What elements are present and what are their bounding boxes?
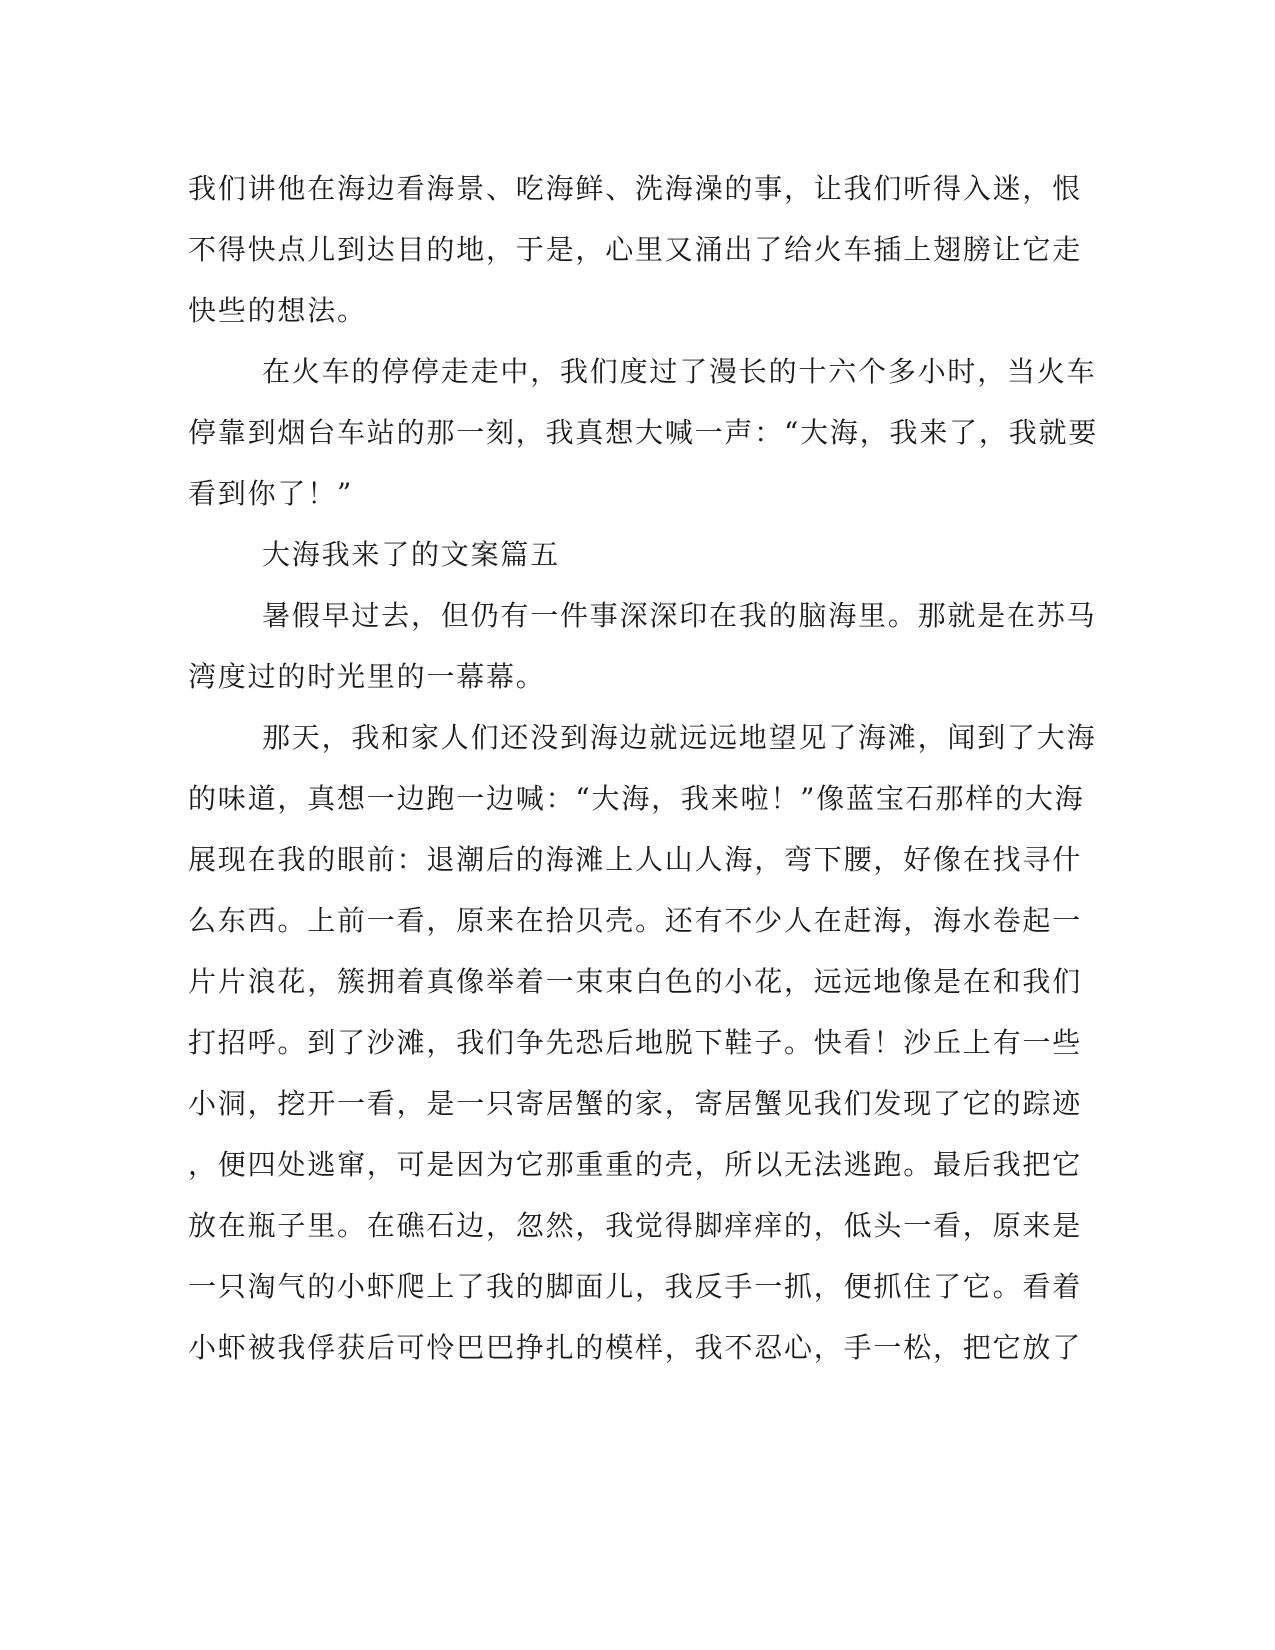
text-line: 停靠到烟台车站的那一刻，我真想大喊一声：“大海，我来了，我就要 xyxy=(188,416,1099,449)
text-line: 看到你了！” xyxy=(188,477,354,510)
text-line: 不得快点儿到达目的地，于是，心里又涌出了给火车插上翅膀让它走 xyxy=(188,233,1083,266)
text-line: 我们讲他在海边看海景、吃海鲜、洗海澡的事，让我们听得入迷，恨 xyxy=(188,172,1083,205)
text-line: 展现在我的眼前：退潮后的海滩上人山人海，弯下腰，好像在找寻什 xyxy=(188,843,1083,876)
text-line: 在火车的停停走走中，我们度过了漫长的十六个多小时，当火车 xyxy=(262,355,1097,388)
section-heading: 大海我来了的文案篇五 xyxy=(262,538,561,571)
text-line: 放在瓶子里。在礁石边，忽然，我觉得脚痒痒的，低头一看，原来是 xyxy=(188,1209,1083,1242)
text-line: 湾度过的时光里的一幕幕。 xyxy=(188,660,546,693)
body-text xyxy=(188,158,1099,1378)
text-line: 暑假早过去，但仍有一件事深深印在我的脑海里。那就是在苏马 xyxy=(262,599,1097,632)
text-line: 片片浪花，簇拥着真像举着一束束白色的小花，远远地像是在和我们 xyxy=(188,965,1083,998)
text-line: 打招呼。到了沙滩，我们争先恐后地脱下鞋子。快看！沙丘上有一些 xyxy=(188,1026,1083,1059)
text-line: 小虾被我俘获后可怜巴巴挣扎的模样，我不忍心，手一松，把它放了 xyxy=(188,1331,1083,1364)
text-line: 一只淘气的小虾爬上了我的脚面儿，我反手一抓，便抓住了它。看着 xyxy=(188,1270,1083,1303)
text-line: 那天，我和家人们还没到海边就远远地望见了海滩，闻到了大海 xyxy=(262,721,1097,754)
text-line: 么东西。上前一看，原来在拾贝壳。还有不少人在赶海，海水卷起一 xyxy=(188,904,1083,937)
text-line: 的味道，真想一边跑一边喊：“大海，我来啦！”像蓝宝石那样的大海 xyxy=(188,782,1085,815)
text-line: 快些的想法。 xyxy=(188,294,367,327)
text-line: 小洞，挖开一看，是一只寄居蟹的家，寄居蟹见我们发现了它的踪迹 xyxy=(188,1087,1083,1120)
text-line: ，便四处逃窜，可是因为它那重重的壳，所以无法逃跑。最后我把它 xyxy=(188,1148,1083,1181)
